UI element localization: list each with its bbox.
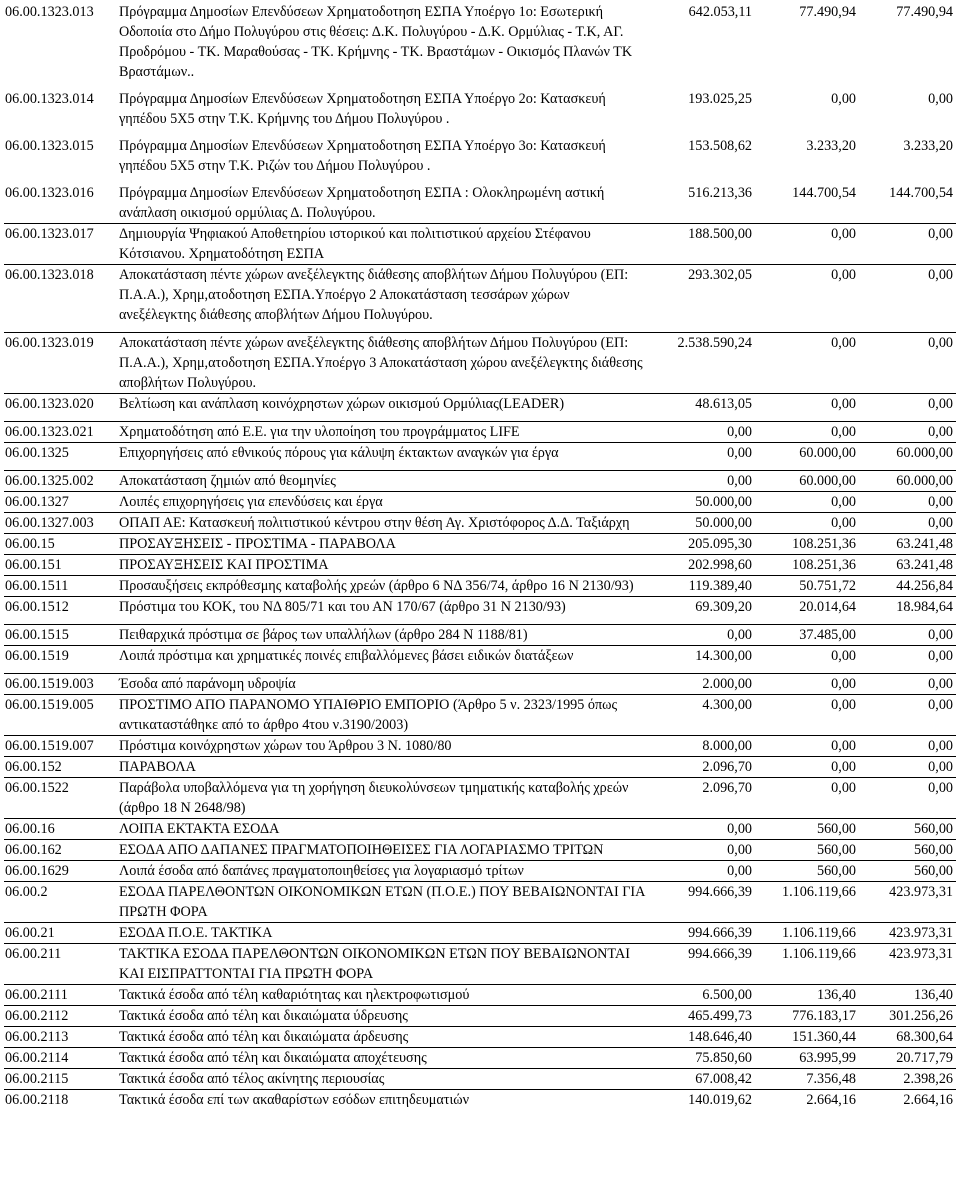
account-description: Βελτίωση και ανάπλαση κοινόχρηστων χώρων οικισμού Ορμύλιας(LEADER) [119, 396, 565, 412]
amount-col-1: 8.000,00 [702, 738, 752, 754]
amount-col-3: 144.700,54 [889, 185, 953, 201]
account-code: 06.00.1519.003 [5, 676, 94, 692]
amount-col-1: 0,00 [727, 863, 752, 879]
amount-col-3: 0,00 [928, 335, 953, 351]
table-row [4, 183, 956, 223]
amount-col-2: 560,00 [816, 821, 856, 837]
amount-col-1: 69.309,20 [695, 599, 752, 615]
account-description: Χρηματοδότηση από Ε.Ε. για την υλοποίηση του προγράμματος LIFE [119, 424, 520, 440]
account-description: Λοιπές επιχορηγήσεις για επενδύσεις και έργα [119, 494, 383, 510]
account-description: ΤΑΚΤΙΚΑ ΕΣΟΔΑ ΠΑΡΕΛΘΟΝΤΩΝ ΟΙΚΟΝΟΜΙΚΩΝ ΕΤΩΝ ΠΟΥ ΒΕΒΑΙΩΝΟΝΤΑΙ ΚΑΙ ΕΙΣΠΡΑΤΤΟΝΤΑΙ ΓΙΑ ΠΡΩΤΗ ΦΟΡΑ [119, 946, 630, 982]
account-code: 06.00.16 [5, 821, 55, 837]
account-description: ΠΡΟΣΑΥΞΗΣΕΙΣ ΚΑΙ ΠΡΟΣΤΙΜΑ [119, 557, 329, 573]
amount-col-3: 63.241,48 [896, 536, 953, 552]
amount-col-2: 37.485,00 [799, 627, 856, 643]
account-description: Πρόγραμμα Δημοσίων Επενδύσεων Χρηματοδοτηση ΕΣΠΑ Υποέργο 2ο: Κατασκευή γηπέδου 5Χ5 στην Τ.Κ. Κρήμνης του Δήμου Πολυγύρου . [119, 91, 606, 127]
amount-col-3: 423.973,31 [889, 925, 953, 941]
amount-col-2: 0,00 [831, 396, 856, 412]
amount-col-2: 7.356,48 [806, 1071, 856, 1087]
amount-col-3: 0,00 [928, 648, 953, 664]
amount-col-3: 0,00 [928, 267, 953, 283]
amount-col-1: 0,00 [727, 445, 752, 461]
amount-col-1: 148.646,40 [688, 1029, 752, 1045]
amount-col-1: 0,00 [727, 424, 752, 440]
account-code: 06.00.1323.017 [5, 226, 94, 242]
account-description: Αποκατάσταση ζημιών από θεομηνίες [119, 473, 336, 489]
amount-col-3: 44.256,84 [896, 578, 953, 594]
account-code: 06.00.2112 [5, 1008, 69, 1024]
account-code: 06.00.1327 [5, 494, 69, 510]
account-code: 06.00.2113 [5, 1029, 69, 1045]
amount-col-3: 0,00 [928, 759, 953, 775]
table-row [4, 596, 956, 617]
account-code: 06.00.1519 [5, 648, 69, 664]
table-row [4, 673, 956, 694]
account-description: Λοιπά έσοδα από δαπάνες πραγματοποιηθείσες για λογαριασμό τρίτων [119, 863, 524, 879]
account-description: ΛΟΙΠΑ ΕΚΤΑΚΤΑ ΕΣΟΔΑ [119, 821, 280, 837]
amount-col-3: 0,00 [928, 676, 953, 692]
account-code: 06.00.1515 [5, 627, 69, 643]
amount-col-3: 0,00 [928, 780, 953, 796]
amount-col-2: 560,00 [816, 842, 856, 858]
amount-col-3: 560,00 [913, 863, 953, 879]
account-description: ΟΠΑΠ ΑΕ: Κατασκευή πολιτιστικού κέντρου στην θέση Αγ. Χριστόφορος Δ.Δ. Ταξιάρχη [119, 515, 630, 531]
amount-col-2: 560,00 [816, 863, 856, 879]
amount-col-2: 0,00 [831, 676, 856, 692]
account-code: 06.00.1327.003 [5, 515, 94, 531]
amount-col-1: 75.850,60 [695, 1050, 752, 1066]
table-row [4, 756, 956, 777]
account-description: Λοιπά πρόστιμα και χρηματικές ποινές επιβαλλόμενες βάσει ειδικών διατάξεων [119, 648, 574, 664]
amount-col-3: 2.664,16 [903, 1092, 953, 1108]
amount-col-2: 0,00 [831, 697, 856, 713]
amount-col-3: 0,00 [928, 697, 953, 713]
account-code: 06.00.1323.020 [5, 396, 94, 412]
amount-col-2: 63.995,99 [799, 1050, 856, 1066]
amount-col-1: 0,00 [727, 627, 752, 643]
account-description: Πρόστιμα του ΚΟΚ, του ΝΔ 805/71 και του ΑΝ 170/67 (άρθρο 31 Ν 2130/93) [119, 599, 566, 615]
amount-col-2: 1.106.119,66 [782, 925, 856, 941]
table-row [4, 393, 956, 414]
amount-col-1: 153.508,62 [688, 138, 752, 154]
account-description: Τακτικά έσοδα από τέλη και δικαιώματα αποχέτευσης [119, 1050, 427, 1066]
amount-col-1: 465.499,73 [688, 1008, 752, 1024]
amount-col-1: 516.213,36 [688, 185, 752, 201]
account-code: 06.00.2 [5, 884, 48, 900]
amount-col-2: 0,00 [831, 267, 856, 283]
account-code: 06.00.1512 [5, 599, 69, 615]
amount-col-2: 2.664,16 [806, 1092, 856, 1108]
account-description: Τακτικά έσοδα από τέλη και δικαιώματα άρδευσης [119, 1029, 409, 1045]
account-code: 06.00.151 [5, 557, 62, 573]
amount-col-1: 0,00 [727, 821, 752, 837]
account-description: Τακτικά έσοδα από τέλη και δικαιώματα ύδρευσης [119, 1008, 408, 1024]
account-description: Πειθαρχικά πρόστιμα σε βάρος των υπαλλήλων (άρθρο 284 Ν 1188/81) [119, 627, 528, 643]
amount-col-1: 205.095,30 [688, 536, 752, 552]
table-row [4, 264, 956, 325]
amount-col-3: 0,00 [928, 424, 953, 440]
account-code: 06.00.1323.021 [5, 424, 94, 440]
amount-col-3: 60.000,00 [896, 473, 953, 489]
table-row [4, 860, 956, 881]
amount-col-2: 0,00 [831, 424, 856, 440]
amount-col-3: 0,00 [928, 494, 953, 510]
account-description: ΕΣΟΔΑ ΑΠΟ ΔΑΠΑΝΕΣ ΠΡΑΓΜΑΤΟΠΟΙΗΘΕΙΣΕΣ ΓΙΑ ΛΟΓΑΡΙΑΣΜΟ ΤΡΙΤΩΝ [119, 842, 604, 858]
amount-col-1: 193.025,25 [688, 91, 752, 107]
amount-col-2: 0,00 [831, 494, 856, 510]
account-code: 06.00.152 [5, 759, 62, 775]
table-row [4, 512, 956, 533]
amount-col-3: 63.241,48 [896, 557, 953, 573]
amount-col-1: 994.666,39 [688, 884, 752, 900]
amount-col-2: 20.014,64 [799, 599, 856, 615]
account-code: 06.00.1323.013 [5, 4, 94, 20]
amount-col-1: 119.389,40 [688, 578, 752, 594]
account-description: Αποκατάσταση πέντε χώρων ανεξέλεγκτης διάθεσης αποβλήτων Δήμου Πολυγύρου (ΕΠ: Π.Α.Α.), Χρημ,ατοδοτηση ΕΣΠΑ.Υποέργο 3 Αποκατάσταση χώρου ανεξέλεγκτης διάθεσης αποβλήτων Πολυγύρου. [119, 335, 643, 391]
amount-col-3: 77.490,94 [896, 4, 953, 20]
amount-col-1: 2.096,70 [702, 780, 752, 796]
amount-col-2: 136,40 [816, 987, 856, 1003]
account-description: Τακτικά έσοδα από τέλος ακίνητης περιουσίας [119, 1071, 385, 1087]
amount-col-3: 20.717,79 [896, 1050, 953, 1066]
amount-col-2: 108.251,36 [792, 536, 856, 552]
account-code: 06.00.15 [5, 536, 55, 552]
amount-col-3: 3.233,20 [903, 138, 953, 154]
account-description: Τακτικά έσοδα επί των ακαθαρίστων εσόδων επιτηδευματιών [119, 1092, 470, 1108]
amount-col-1: 293.302,05 [688, 267, 752, 283]
table-row [4, 881, 956, 922]
account-code: 06.00.1519.007 [5, 738, 94, 754]
account-description: Πρόγραμμα Δημοσίων Επενδύσεων Χρηματοδοτηση ΕΣΠΑ : Ολοκληρωμένη αστική ανάπλαση οικισμού ορμύλιας Δ. Πολυγύρου. [119, 185, 605, 221]
account-description: ΕΣΟΔΑ ΠΑΡΕΛΘΟΝΤΩΝ ΟΙΚΟΝΟΜΙΚΩΝ ΕΤΩΝ (Π.Ο.Ε.) ΠΟΥ ΒΕΒΑΙΩΝΟΝΤΑΙ ΓΙΑ ΠΡΩΤΗ ΦΟΡΑ [119, 884, 645, 920]
amount-col-1: 2.000,00 [702, 676, 752, 692]
account-description: Πρόγραμμα Δημοσίων Επενδύσεων Χρηματοδοτηση ΕΣΠΑ Υποέργο 1ο: Εσωτερική Οδοποιία στο Δήμο Πολυγύρου στις θέσεις: Δ.Κ. Πολυγύρου - Δ.Κ. Ορμύλιας - Τ.Κ, ΑΓ. Προδρόμου - ΤΚ. Μαραθούσας - ΤΚ. Κρήμνης - ΤΚ. Βραστάμων - Οικισμός Πλανών ΤΚ Βραστάμων.. [119, 4, 633, 80]
account-description: ΕΣΟΔΑ Π.Ο.Ε. ΤΑΚΤΙΚΑ [119, 925, 273, 941]
amount-col-1: 14.300,00 [695, 648, 752, 664]
table-row [4, 922, 956, 943]
table-row [4, 645, 956, 666]
amount-col-1: 2.096,70 [702, 759, 752, 775]
amount-col-1: 4.300,00 [702, 697, 752, 713]
table-row [4, 735, 956, 756]
account-code: 06.00.1325 [5, 445, 69, 461]
amount-col-1: 140.019,62 [688, 1092, 752, 1108]
account-code: 06.00.21 [5, 925, 55, 941]
amount-col-1: 0,00 [727, 473, 752, 489]
account-code: 06.00.1323.018 [5, 267, 94, 283]
table-row [4, 984, 956, 1005]
amount-col-1: 48.613,05 [695, 396, 752, 412]
table-row [4, 943, 956, 984]
account-code: 06.00.1323.016 [5, 185, 94, 201]
table-row [4, 223, 956, 264]
amount-col-1: 0,00 [727, 842, 752, 858]
amount-col-2: 50.751,72 [799, 578, 856, 594]
amount-col-1: 202.998,60 [688, 557, 752, 573]
table-row [4, 332, 956, 393]
amount-col-3: 301.256,26 [889, 1008, 953, 1024]
table-row [4, 839, 956, 860]
account-code: 06.00.1323.019 [5, 335, 94, 351]
table-row [4, 442, 956, 463]
account-code: 06.00.2111 [5, 987, 68, 1003]
account-description: Προσαυξήσεις εκπρόθεσμης καταβολής χρεών (άρθρο 6 ΝΔ 356/74, άρθρο 16 Ν 2130/93) [119, 578, 634, 594]
account-code: 06.00.1511 [5, 578, 69, 594]
amount-col-1: 642.053,11 [688, 4, 752, 20]
amount-col-3: 0,00 [928, 627, 953, 643]
account-code: 06.00.1325.002 [5, 473, 94, 489]
account-description: Αποκατάσταση πέντε χώρων ανεξέλεγκτης διάθεσης αποβλήτων Δήμου Πολυγύρου (ΕΠ: Π.Α.Α.), Χρημ,ατοδοτηση ΕΣΠΑ.Υποέργο 2 Αποκατάσταση τεσσάρων χώρων ανεξέλεγκτης διάθεσης αποβλήτων Δήμου Πολυγύρου. [119, 267, 629, 323]
amount-col-2: 0,00 [831, 648, 856, 664]
amount-col-3: 18.984,64 [896, 599, 953, 615]
amount-col-2: 0,00 [831, 91, 856, 107]
amount-col-3: 423.973,31 [889, 946, 953, 962]
account-description: Έσοδα από παράνομη υδροψία [119, 676, 296, 692]
amount-col-2: 0,00 [831, 759, 856, 775]
account-description: Παράβολα υποβαλλόμενα για τη χορήγηση διευκολύνσεων τμηματικής καταβολής χρεών (άρθρο 18 Ν 2648/98) [119, 780, 629, 816]
amount-col-1: 188.500,00 [688, 226, 752, 242]
amount-col-3: 0,00 [928, 738, 953, 754]
table-row [4, 554, 956, 575]
amount-col-2: 776.183,17 [792, 1008, 856, 1024]
amount-col-3: 68.300,64 [896, 1029, 953, 1045]
account-description: ΠΡΟΣΤΙΜΟ ΑΠΟ ΠΑΡΑΝΟΜΟ ΥΠΑΙΘΡΙΟ ΕΜΠΟΡΙΟ (Άρθρο 5 ν. 2323/1995 όπως αντικαταστάθηκε από το άρθρο 4του ν.3190/2003) [119, 697, 618, 733]
table-row [4, 818, 956, 839]
amount-col-1: 994.666,39 [688, 925, 752, 941]
amount-col-1: 6.500,00 [702, 987, 752, 1003]
account-code: 06.00.2114 [5, 1050, 69, 1066]
table-row [4, 89, 956, 129]
table-row [4, 533, 956, 554]
amount-col-3: 0,00 [928, 226, 953, 242]
account-code: 06.00.1323.015 [5, 138, 94, 154]
table-row [4, 491, 956, 512]
amount-col-3: 423.973,31 [889, 884, 953, 900]
table-row [4, 1005, 956, 1026]
amount-col-2: 0,00 [831, 780, 856, 796]
amount-col-2: 3.233,20 [806, 138, 856, 154]
account-code: 06.00.2118 [5, 1092, 69, 1108]
account-code: 06.00.162 [5, 842, 62, 858]
amount-col-1: 994.666,39 [688, 946, 752, 962]
account-description: Πρόγραμμα Δημοσίων Επενδύσεων Χρηματοδοτηση ΕΣΠΑ Υποέργο 3ο: Κατασκευή γηπέδου 5Χ5 στην Τ.Κ. Ριζών του Δήμου Πολυγύρου . [119, 138, 606, 174]
amount-col-2: 60.000,00 [799, 473, 856, 489]
amount-col-1: 50.000,00 [695, 515, 752, 531]
table-row [4, 1026, 956, 1047]
amount-col-2: 0,00 [831, 335, 856, 351]
amount-col-3: 2.398,26 [903, 1071, 953, 1087]
amount-col-2: 0,00 [831, 515, 856, 531]
amount-col-3: 0,00 [928, 91, 953, 107]
amount-col-2: 144.700,54 [792, 185, 856, 201]
amount-col-1: 67.008,42 [695, 1071, 752, 1087]
amount-col-3: 560,00 [913, 821, 953, 837]
table-row [4, 575, 956, 596]
amount-col-1: 50.000,00 [695, 494, 752, 510]
amount-col-2: 0,00 [831, 226, 856, 242]
amount-col-2: 151.360,44 [792, 1029, 856, 1045]
amount-col-2: 1.106.119,66 [782, 946, 856, 962]
table-row [4, 624, 956, 645]
amount-col-3: 136,40 [913, 987, 953, 1003]
table-row [4, 777, 956, 818]
table-row [4, 421, 956, 442]
account-code: 06.00.1323.014 [5, 91, 94, 107]
account-description: Τακτικά έσοδα από τέλη καθαριότητας και ηλεκτροφωτισμού [119, 987, 470, 1003]
table-row [4, 694, 956, 735]
account-description: ΠΑΡΑΒΟΛΑ [119, 759, 196, 775]
amount-col-2: 60.000,00 [799, 445, 856, 461]
account-code: 06.00.2115 [5, 1071, 69, 1087]
table-row [4, 470, 956, 491]
table-row [4, 1068, 956, 1089]
amount-col-2: 1.106.119,66 [782, 884, 856, 900]
account-description: ΠΡΟΣΑΥΞΗΣΕΙΣ - ΠΡΟΣΤΙΜΑ - ΠΑΡΑΒΟΛΑ [119, 536, 396, 552]
account-code: 06.00.211 [5, 946, 62, 962]
amount-col-3: 0,00 [928, 396, 953, 412]
ledger-table [4, 0, 956, 1110]
table-row [4, 0, 956, 82]
account-description: Δημιουργία Ψηφιακού Αποθετηρίου ιστορικού και πολιτιστικού αρχείου Στέφανου Κότσιανου. Χρηματοδότηση ΕΣΠΑ [119, 226, 591, 262]
table-row [4, 1047, 956, 1068]
amount-col-2: 77.490,94 [799, 4, 856, 20]
table-row [4, 136, 956, 176]
amount-col-1: 2.538.590,24 [677, 335, 752, 351]
account-description: Επιχορηγήσεις από εθνικούς πόρους για κάλυψη έκτακτων αναγκών για έργα [119, 445, 559, 461]
account-description: Πρόστιμα κοινόχρηστων χώρων του Άρθρου 3 Ν. 1080/80 [119, 738, 452, 754]
amount-col-3: 60.000,00 [896, 445, 953, 461]
amount-col-2: 0,00 [831, 738, 856, 754]
account-code: 06.00.1519.005 [5, 697, 94, 713]
amount-col-3: 560,00 [913, 842, 953, 858]
amount-col-2: 108.251,36 [792, 557, 856, 573]
account-code: 06.00.1629 [5, 863, 69, 879]
amount-col-3: 0,00 [928, 515, 953, 531]
account-code: 06.00.1522 [5, 780, 69, 796]
table-row [4, 1089, 956, 1110]
